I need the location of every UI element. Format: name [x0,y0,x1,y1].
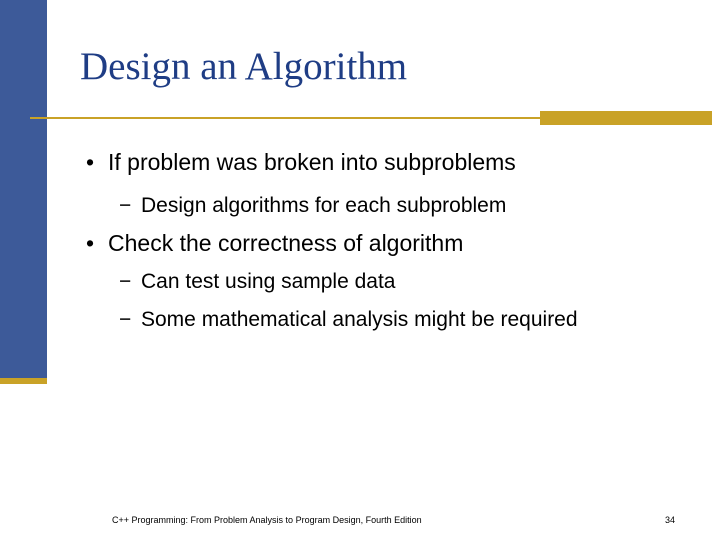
sub-bullet-text: Some mathematical analysis might be required [141,308,578,331]
sub-bullet-item [119,308,578,332]
bullet-marker: • [86,149,95,175]
sub-bullet-marker: − [119,270,132,293]
title-underline-rule [30,117,540,119]
page-number: 34 [665,515,676,525]
title-underline-accent-block [540,111,712,125]
slide-footer: C++ Programming: From Problem Analysis to Program Design, Fourth Edition [112,515,422,525]
sub-bullet-marker: − [119,194,132,217]
bullet-item [86,149,516,176]
sub-bullet-marker: − [119,308,132,331]
bullet-marker: • [86,230,95,256]
bullet-text: Check the correctness of algorithm [108,230,464,256]
sub-bullet-text: Design algorithms for each subproblem [141,194,507,217]
left-accent-bar [0,0,47,378]
sub-bullet-item [119,270,396,294]
slide-title: Design an Algorithm [80,45,408,88]
left-accent-gold-stripe [0,378,47,384]
bullet-item [86,230,464,257]
bullet-text: If problem was broken into subproblems [108,149,516,175]
sub-bullet-item [119,194,507,218]
sub-bullet-text: Can test using sample data [141,270,396,293]
